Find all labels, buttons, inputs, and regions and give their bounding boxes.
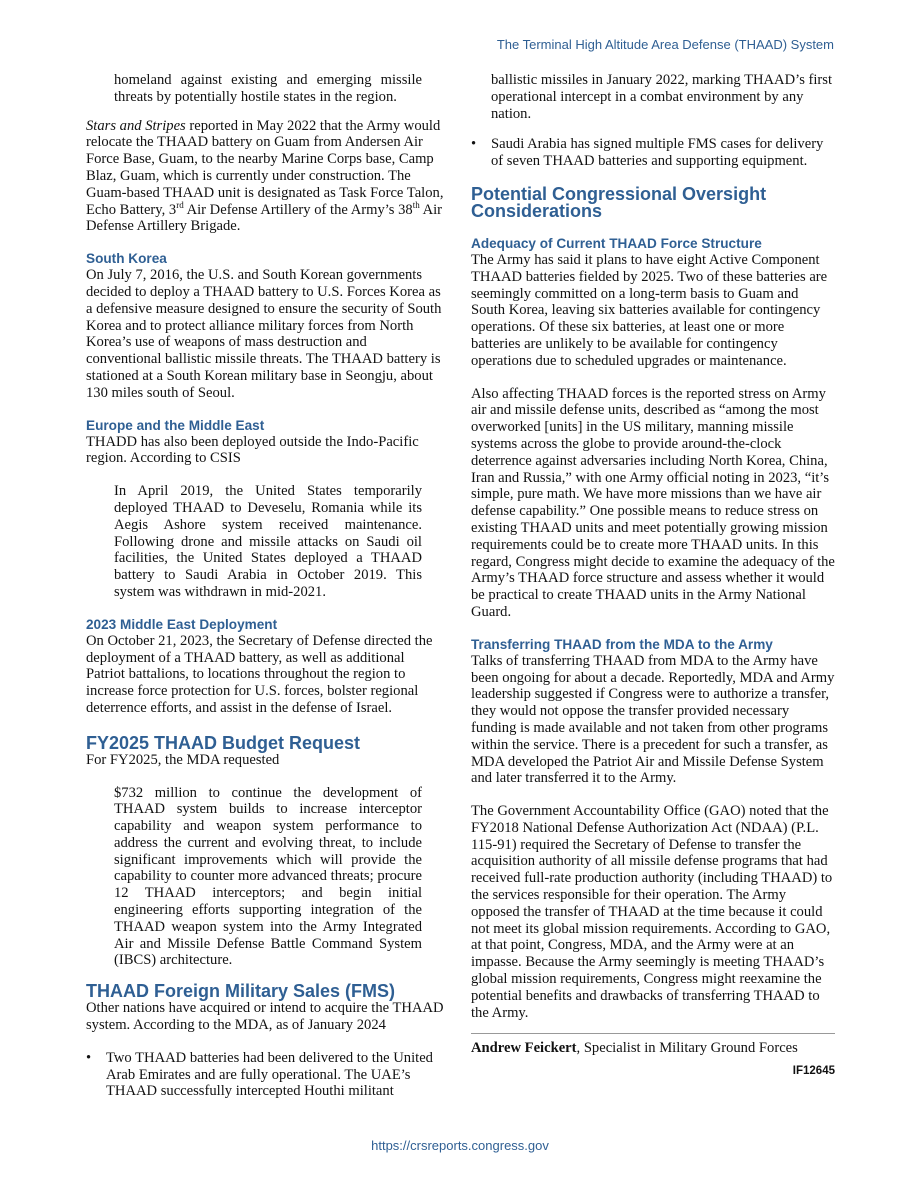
budget-block-quote: $732 million to continue the development of THAAD system builds to increase interceptor capability and weapon system performance to address the current and evolving threat, to include significant improvements which will provide the capability to counter more advanced threats; procure 12 THAAD interceptors; and begin initial engineering efforts supporting integration of the THAAD weapon system into the Army Integrated Air and Missile Defense Battle Command System (IBCS) architecture. xyxy=(114,784,422,969)
heading-south-korea: South Korea xyxy=(86,251,167,267)
author-divider xyxy=(471,1033,835,1034)
source-stars-and-stripes: Stars and Stripes xyxy=(86,117,186,134)
guam-text-1: reported in May 2022 that the Army would relocate the THAAD battery on Guam from Andersen Air Force Base, Guam, to the nearby Marine Corps base, Camp Blaz, Guam, which is currently under construction. The Guam-based THAAD unit is designated as Task Force Talon, Echo Battery, 3 xyxy=(86,117,444,218)
heading-europe-middle-east: Europe and the Middle East xyxy=(86,417,265,433)
bullet-uae-text: Two THAAD batteries had been delivered to the United Arab Emirates and are fully operational. The UAE’s THAAD successfully intercepted Houthi militant xyxy=(106,1049,433,1100)
heading-fms: THAAD Foreign Military Sales (FMS) xyxy=(86,981,396,1002)
adequacy-paragraph-2: Also affecting THAAD forces is the reported stress on Army air and missile defense units, described as “among the most overworked [units] in the US military, manning missile systems across the globe to provide around-the-clock deterrence against adversaries including North Korea, China, Iran and Russia,” with one Army official noting in 2023, “it’s simple, pure math. We have more missions than we have air defense capability.” One possible means to reduce stress on existing THAAD units and meet potentially growing mission requirements could be to create more THAAD units. In this regard, Congress might decide to examine the adequacy of the Army’s THAAD force structure and assess whether it would be practical to create THAAD units in the Army National Guard. xyxy=(471,385,835,620)
bullet-uae-continued-text: ballistic missiles in January 2022, marking THAAD’s first operational intercept in a combat environment by any nation. xyxy=(491,72,833,122)
heading-2023-middle-east: 2023 Middle East Deployment xyxy=(86,616,278,632)
south-korea-paragraph: On July 7, 2016, the U.S. and South Korean governments decided to deploy a THAAD battery to U.S. Forces Korea as a defensive measure designed to ensure the security of South Korea and to protect alliance military forces from North Korea’s use of weapons of mass destruction and conventional ballistic missile threats. The THAAD battery is stationed at a South Korean military base in Seongju, about 130 miles south of Seoul. xyxy=(86,267,442,401)
left-column xyxy=(86,72,444,1100)
superscript-th: th xyxy=(412,199,420,210)
bullet-saudi-text: Saudi Arabia has signed multiple FMS cases for delivery of seven THAAD batteries and supporting equipment. xyxy=(491,136,824,170)
guam-paragraph xyxy=(86,118,444,236)
heading-transfer: Transferring THAAD from the MDA to the Army xyxy=(471,636,773,652)
heading-adequacy: Adequacy of Current THAAD Force Structure xyxy=(471,235,762,251)
transfer-paragraph-2: The Government Accountability Office (GAO) noted that the FY2018 National Defense Authorization Act (NDAA) (P.L. 115-91) required the Secretary of Defense to transfer the acquisition authority of all missile defense programs that had received full-rate production authority (including THAAD) to the services responsible for their operation. The Army opposed the transfer of THAAD at the time because it could not meet its global mission requirements. According to GAO, at that point, Congress, MDA, and the Army were at an impasse. Because the Army seemingly is meeting THAAD’s global mission requirements, Congress might reexamine the potential benefits and drawbacks of transferring THAAD to the Army. xyxy=(471,803,833,1021)
author-name: Andrew Feickert xyxy=(471,1040,577,1057)
bullet-saudi xyxy=(471,136,835,170)
block-quote-continuation: homeland against existing and emerging missile threats by potentially hostile states in the region. xyxy=(114,72,422,105)
bullet-uae-continued xyxy=(471,72,835,122)
csis-block-quote: In April 2019, the United States temporarily deployed THAAD to Deveselu, Romania while its Aegis Ashore system received maintenance. Following drone and missile attacks on Saudi oil facilities, the United States deployed a THAAD battery to Saudi Arabia in October 2019. This system was withdrawn in mid-2021. xyxy=(114,483,422,600)
guam-text-3: Air Defense Artillery Brigade. xyxy=(86,201,443,235)
guam-text-2: Air Defense Artillery of the Army’s 38 xyxy=(183,201,413,218)
europe-paragraph: THADD has also been deployed outside the Indo-Pacific region. According to CSIS xyxy=(86,433,419,467)
footer-url-link[interactable]: https://crsreports.congress.gov xyxy=(371,1138,549,1153)
author-line xyxy=(471,1040,835,1057)
adequacy-paragraph-1: The Army has said it plans to have eight Active Component THAAD batteries fielded by 2025. Two of these batteries are seemingly committed on a long-term basis to Guam and South Korea, leaving six batteries available for contingency operations. Of these six batteries, at least one or more batteries are unlikely to be available for contingency operations due to scheduled upgrades or maintenance. xyxy=(471,251,828,369)
fms-intro: Other nations have acquired or intend to acquire the THAAD system. According to the MDA, as of January 2024 xyxy=(86,1000,444,1034)
bullet-uae xyxy=(86,1050,444,1100)
document-id: IF12645 xyxy=(792,1065,835,1078)
heading-fy2025-budget: FY2025 THAAD Budget Request xyxy=(86,732,361,753)
mideast-paragraph: On October 21, 2023, the Secretary of Defense directed the deployment of a THAAD battery, as well as additional Patriot battalions, to locations throughout the region to increase force protection for U.S. forces, bolster regional deterrence efforts, and assist in the defense of Israel. xyxy=(86,632,433,716)
budget-intro: For FY2025, the MDA requested xyxy=(86,751,280,768)
transfer-paragraph-1: Talks of transferring THAAD from MDA to the Army have been ongoing for about a decade. Reportedly, MDA and Army leadership suggested if Congress were to authorize a transfer, they would not oppose the transfer provided necessary funding is made available and not taken from other programs within the service. There is a precedent for such a transfer, as MDA developed the Patriot Air and Missile Defense System and later transferred it to the Army. xyxy=(471,652,835,787)
heading-oversight: Potential Congressional Oversight Considerations xyxy=(471,183,767,221)
bullet-dot: • xyxy=(86,1049,92,1066)
right-column xyxy=(471,72,835,1080)
running-head-title: The Terminal High Altitude Area Defense (THAAD) System xyxy=(496,37,834,52)
author-title: , Specialist in Military Ground Forces xyxy=(576,1040,798,1057)
superscript-rd: rd xyxy=(176,199,184,210)
bullet-dot: • xyxy=(471,136,477,153)
